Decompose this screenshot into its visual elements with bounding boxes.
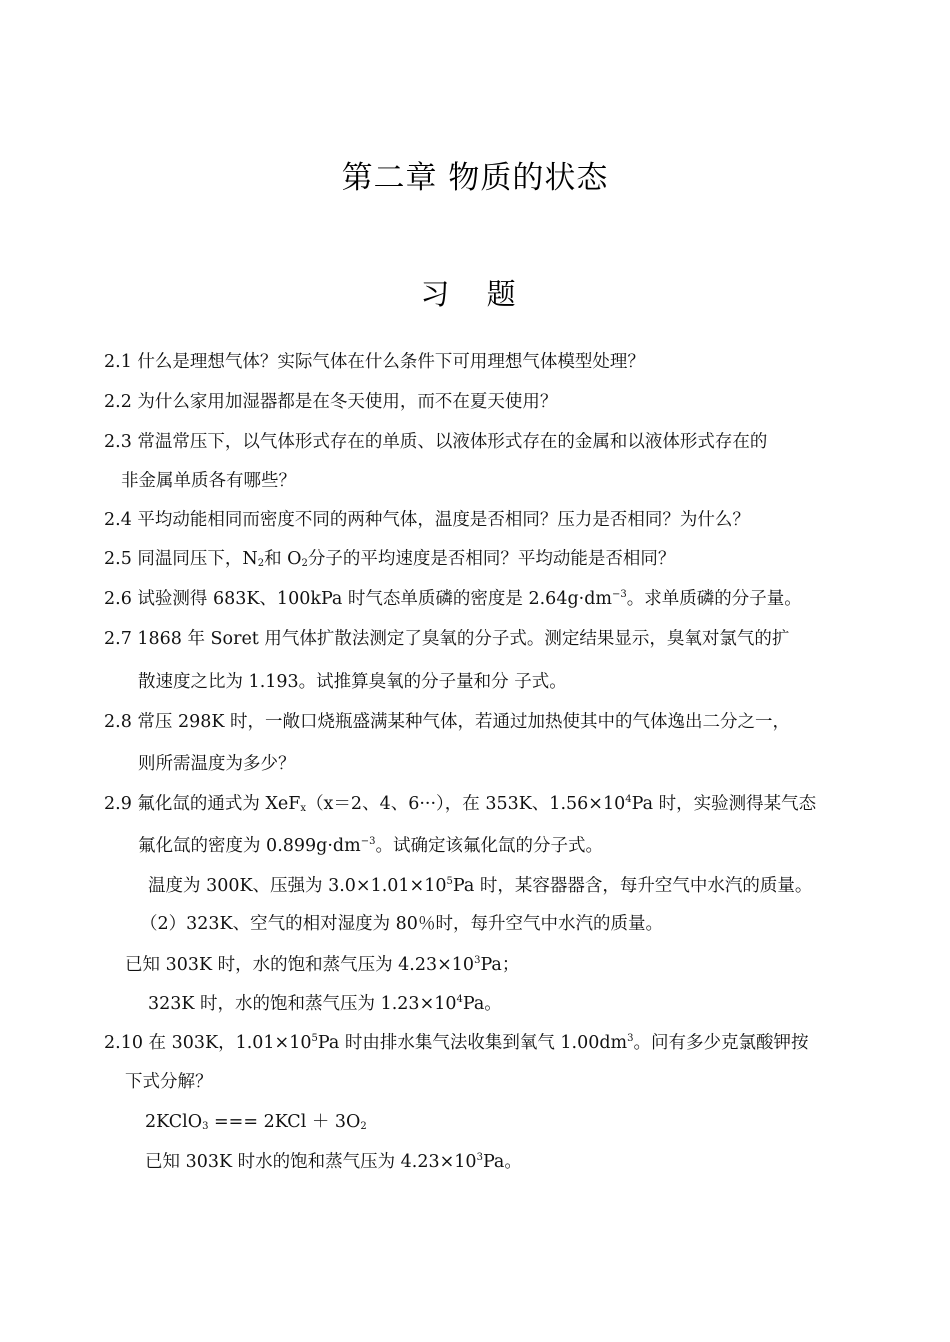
given-data-2: 323K 时，水的饱和蒸气压为 $1.23\times 10^4Pa$。 <box>148 994 502 1014</box>
question-2-3-line2: 非金属单质各有哪些？ <box>121 471 296 491</box>
question-2-10-line2: 下式分解？ <box>125 1072 213 1092</box>
question-2-6: 2.6 试验测得 683K、100kPa 时气态单质磷的密度是 $2.64g\cdot dm^{-3}$。求单质磷的分子量。 <box>104 589 802 609</box>
question-2-5: 2.5 同温同压下，$N_2$和 $O_2$分子的平均速度是否相同？平均动能是否相同？ <box>104 549 676 569</box>
question-2-7-line1: 2.7 1868 年 Soret 用气体扩散法测定了臭氧的分子式。测定结果显示，臭氧对氯气的扩 <box>104 629 790 649</box>
sub-question-2: （2）323K、空气的相对湿度为 80％时，每升空气中水汽的质量。 <box>140 914 663 934</box>
chapter-title: 第二章 物质的状态 <box>341 160 609 196</box>
question-2-7-line2: 散速度之比为 1.193。试推算臭氧的分子量和分 子式。 <box>138 672 567 692</box>
question-2-8-line2: 则所需温度为多少？ <box>138 754 296 774</box>
question-2-8-line1: 2.8 常压 298K 时，一敞口烧瓶盛满某种气体，若通过加热使其中的气体逸出二分之一， <box>104 712 790 732</box>
section-title: 习 题 <box>420 277 530 311</box>
question-2-1: 2.1 什么是理想气体？实际气体在什么条件下可用理想气体模型处理？ <box>104 352 645 372</box>
question-2-10-line1: 2.10 在 303K，$1.01\times 10^5Pa$ 时由排水集气法收集到氧气 $1.00dm^3$。问有多少克氯酸钾按 <box>104 1033 809 1053</box>
given-data-3: 已知 303K 时水的饱和蒸气压为 $4.23\times 10^3Pa$。 <box>145 1152 522 1172</box>
given-data-1: 已知 303K 时，水的饱和蒸气压为 $4.23\times 10^3Pa$； <box>125 955 520 975</box>
question-2-3-line1: 2.3 常温常压下，以气体形式存在的单质、以液体形式存在的金属和以液体形式存在的 <box>104 432 768 452</box>
question-2-2: 2.2 为什么家用加湿器都是在冬天使用，而不在夏天使用？ <box>104 392 558 412</box>
reaction-equation: 2KClO$_3$ === $2KCl + 3O_2$ <box>145 1112 367 1132</box>
sub-question-1: 温度为 300K、压强为 $3.0\times 1.01\times 10^5Pa$ 时，某容器器含，每升空气中水汽的质量。 <box>148 876 813 896</box>
question-2-9-line2: 氟化氙的密度为 $0.899g\cdot dm^{-3}$。试确定该氟化氙的分子式。 <box>138 836 603 856</box>
question-2-4: 2.4 平均动能相同而密度不同的两种气体，温度是否相同？压力是否相同？为什么？ <box>104 510 750 530</box>
question-2-9-line1: 2.9 氟化氙的通式为 XeF$_x$（x＝2、4、6···），在 353K、$1.56\times 10^4Pa$ 时，实验测得某气态 <box>104 794 817 814</box>
